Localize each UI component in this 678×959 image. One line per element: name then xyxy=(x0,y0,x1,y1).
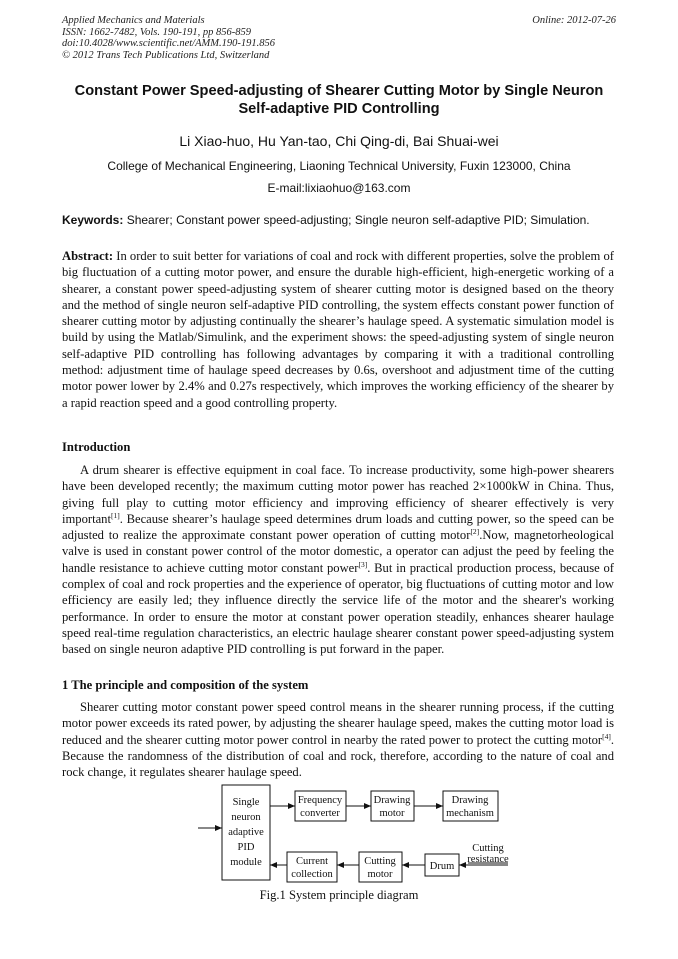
keywords xyxy=(62,212,618,228)
frequency-line-0: Frequency xyxy=(297,795,343,806)
section1-heading: 1 The principle and composition of the system xyxy=(62,678,309,692)
sec1-text-2: . Because the randomness of the distribution of coal and rock, therefore, according to the nature of coal and rock change, it regulates shearer haulage speed. xyxy=(62,732,614,780)
drawing-mechanism-line-1: mechanism xyxy=(446,808,494,819)
current-line-0: Current xyxy=(295,856,329,867)
neuron-line-4: module xyxy=(230,857,262,868)
intro-text-2: 1000kW in China. Thus, giving full play to cutting motor efficiency and improving efficiency of shearer effectively is very important xyxy=(62,479,614,526)
authors: Li Xiao-huo, Hu Yan-tao, Chi Qing-di, Bai Shuai-wei xyxy=(179,133,499,149)
keywords-label: Keywords: xyxy=(62,213,124,227)
paper-title: Constant Power Speed-adjusting of Shearer Cutting Motor by Single Neuron Self-adaptive PID Controlling xyxy=(74,83,604,117)
journal-name: Applied Mechanics and Materials xyxy=(62,15,205,26)
citation-ref[interactable]: [4] xyxy=(602,731,611,741)
neuron-line-2: adaptive xyxy=(228,827,264,838)
abstract-text: In order to suit better for variations of coal and rock with different properties, solve the problem of big fluctuation of a cutting motor power, and ensure the durable high-efficient, high-energetic working of a shearer, a constant power speed-adjusting system of shearer cutting motor is designed based on the theory and the method of single neuron self-adaptive PID controlling, the system effects constant power function of shearer cutting motor by adjusting continually the shearer’s haulage speed. A systematic simulation model is build by using the Matlab/Simulink, and the experiment shows: the speed-adjusting system of single neuron self-adaptive PID controlling has following advantages by comparing it with a traditional controlling method: adjustment time of haulage speed decreases by 0.6s, overshoot and adjustment time of the cutting motor power lower by 2.4% and 0.27s respectively, which improves the working efficiency of the shearer by a rapid reaction speed and a good controlling property. xyxy=(62,249,614,410)
resistance-line-0: Cutting xyxy=(472,843,504,854)
neuron-line-1: neuron xyxy=(231,812,261,823)
citation-ref[interactable]: [1] xyxy=(110,510,120,520)
current-line-1: collection xyxy=(291,869,333,880)
intro-text-1: A drum shearer is effective equipment in coal face. To increase productivity, some high-power shearers have been developed recently; the maximum cutting motor power has reached 2 xyxy=(62,463,614,494)
drawing-mechanism-line-0: Drawing xyxy=(451,795,489,806)
citation-ref[interactable]: [3] xyxy=(358,559,368,569)
sec1-text-1: Shearer cutting motor constant power speed control means in the shearer running process, if the cutting motor power exceeds its rated power, by adjusting the shearer haulage speed, makes the cutting motor load is reduced and the shearer cutting motor power control in nearby the rated power to protect the cutting motor xyxy=(62,700,614,747)
introduction-heading: Introduction xyxy=(62,440,131,454)
doi: doi:10.4028/www.scientific.net/AMM.190-191.856 xyxy=(62,38,275,50)
affiliation: College of Mechanical Engineering, Liaoning Technical University, Fuxin 123000, China xyxy=(107,159,571,173)
journal-header xyxy=(62,15,275,61)
intro-text-4: .Now, magnetorheological valve is used in constant power control of the motor domestic, a operator can adjust the peed by feeling the handle resistance to achieve cutting motor constant power xyxy=(62,528,614,575)
system-principle-diagram xyxy=(180,780,520,890)
citation-ref[interactable]: [2] xyxy=(470,527,480,536)
neuron-line-3: PID xyxy=(237,842,255,853)
intro-text-5: . But in practical production process, because of complex of coal and rock properties and the experience of operator, big fluctuations of cutting motor and low efficiency are easily led; they influence directly the service life of the motor and the shearer's working performance. In order to ensure the motor at constant power operation steadily, enhances shearer haulage speed real-time regulation characteristics, an electric haulage shearer constant power speed-adjusting system based on single neuron adaptive PID controlling is put forward in the paper. xyxy=(62,560,614,657)
section1-paragraph xyxy=(62,699,614,780)
online-date: Online: 2012-07-26 xyxy=(532,15,616,26)
frequency-line-1: converter xyxy=(300,808,340,819)
cutting-motor-line-0: Cutting xyxy=(364,856,396,867)
introduction-paragraph xyxy=(62,462,614,658)
times-symbol: × xyxy=(479,479,487,494)
resistance-line-1: resistance xyxy=(467,854,509,865)
intro-text-3: . Because shearer’s haulage speed determines drum loads and cutting power, so the speed can be adjusted to realize the approximate constant power operation of cutting motor xyxy=(62,511,614,543)
drawing-motor-line-1: motor xyxy=(379,808,405,819)
abstract xyxy=(62,248,614,411)
email: E-mail:lixiaohuo@163.com xyxy=(267,181,411,195)
issn: ISSN: 1662-7482, Vols. 190-191, pp 856-859 xyxy=(62,26,251,38)
keywords-text: Shearer; Constant power speed-adjusting; Single neuron self-adaptive PID; Simulation. xyxy=(126,213,590,227)
drum-label: Drum xyxy=(429,861,455,872)
copyright: © 2012 Trans Tech Publications Ltd, Switzerland xyxy=(62,49,270,61)
abstract-label: Abstract: xyxy=(62,249,114,263)
cutting-motor-line-1: motor xyxy=(367,869,393,880)
figure-caption: Fig.1 System principle diagram xyxy=(259,888,419,902)
drawing-motor-line-0: Drawing xyxy=(373,795,411,806)
neuron-line-0: Single xyxy=(232,797,260,808)
